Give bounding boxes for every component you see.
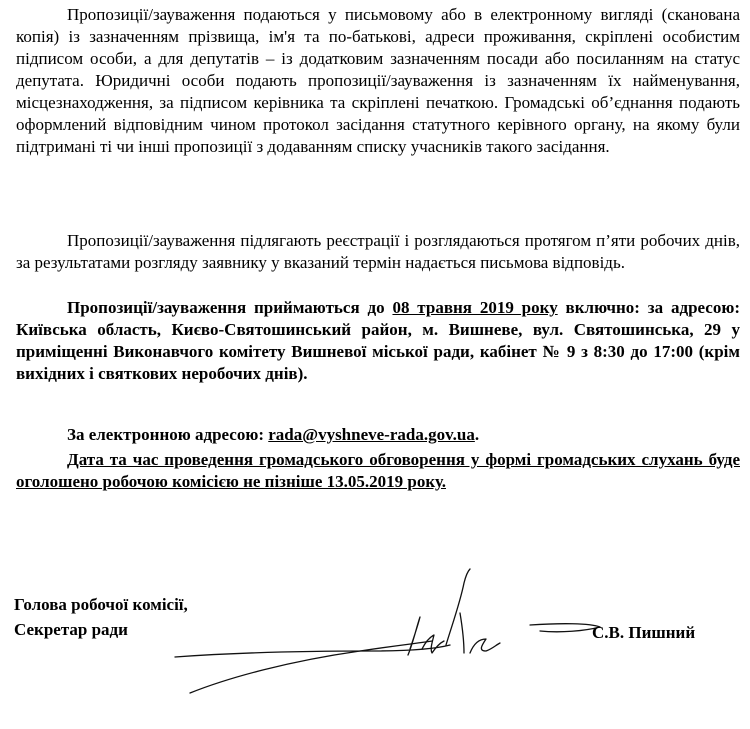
address-details: включно: за адресою: Київська область, Києво-Святошинський район, м. Вишневе, вул. Святошинська, 29 у приміщенні Виконавчого комітету Вишневої міської ради, кабінет № 9 з 8:30 до 17:00 (крім вихідних і святкових неробочих днів). — [16, 298, 740, 383]
deadline-date: 08 травня 2019 року — [392, 298, 558, 317]
paragraph-registration: Пропозиції/зауваження підлягають реєстрації і розглядаються протягом п’яти робочих днів, за результатами розгляду заявнику у вказаний термін надається письмова відповідь. — [16, 231, 740, 272]
email-address: rada@vyshneve-rada.gov.ua — [268, 425, 475, 444]
paragraph-deadline-address — [16, 297, 740, 385]
deadline-intro: Пропозиції/зауваження приймаються до — [67, 298, 393, 317]
email-label: За електронною адресою: — [67, 425, 269, 444]
paragraph-email — [16, 424, 740, 446]
signatory-name: С.В. Пишний — [592, 623, 696, 642]
paragraph-submission-rules: Пропозиції/зауваження подаються у письмовому або в електронному вигляді (сканована копія) із зазначенням прізвища, ім'я та по-батькові, адреси проживання, скріплені особистим підписом особи, а для депутатів – із додатковим зазначенням посади або посиланням на статус депутата. Юридичні особи подають пропозиції/зауваження із зазначенням їх найменування, місцезнаходження, за підписом керівника та скріплені печаткою. Громадські об’єднання подають оформлений відповідним чином протокол засідання статутного керівного органу, на якому були підтримані ті чи інші пропозиції з додаванням списку учасників такого засідання. — [16, 5, 740, 156]
email-period: . — [474, 425, 480, 444]
handwritten-signature — [170, 565, 610, 700]
paragraph-hearing-announcement: Дата та час проведення громадського обговорення у формі громадських слухань буде оголошено робочою комісією не пізніше 13.05.2019 року. — [16, 450, 740, 491]
signature-title-secretary: Секретар ради — [14, 620, 128, 639]
signature-title-chair: Голова робочої комісії, — [14, 595, 188, 614]
